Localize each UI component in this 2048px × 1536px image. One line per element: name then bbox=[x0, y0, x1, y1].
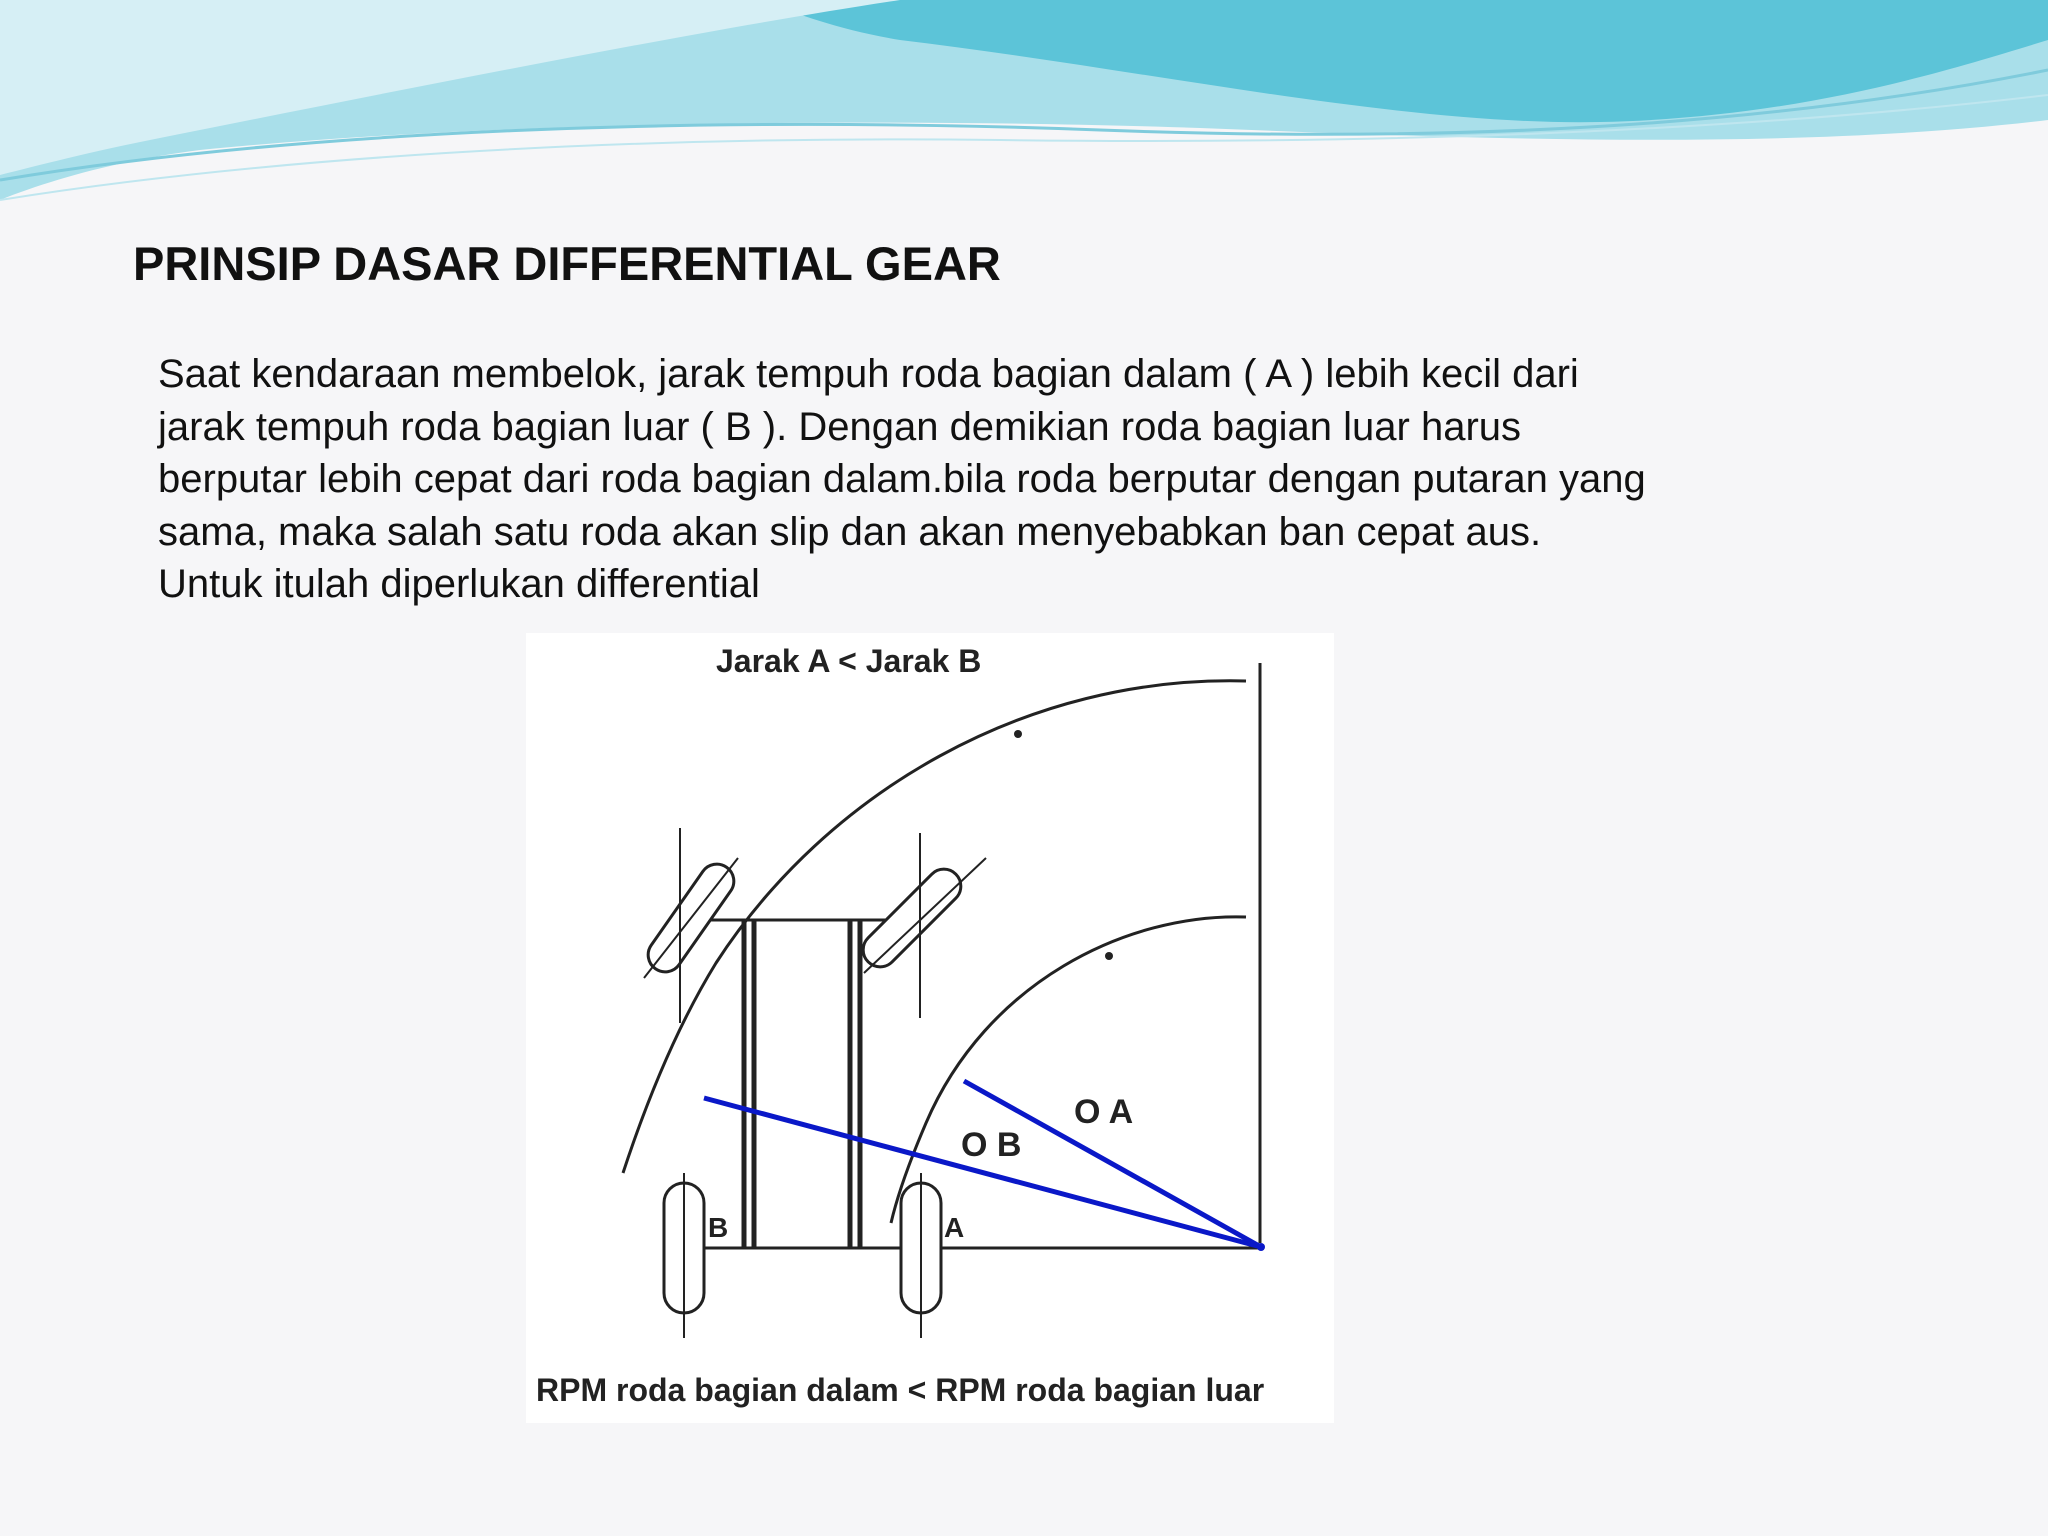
paragraph-line: Saat kendaraan membelok, jarak tempuh roda bagian dalam ( A ) lebih kecil dari bbox=[158, 352, 1579, 396]
turn-center-point bbox=[1257, 1243, 1265, 1251]
label-b: B bbox=[708, 1212, 729, 1243]
paragraph-line: berputar lebih cepat dari roda bagian dalam.bila roda berputar dengan putaran yang bbox=[158, 457, 1646, 501]
inner-arc-dot bbox=[1105, 952, 1113, 960]
differential-diagram bbox=[526, 633, 1334, 1423]
label-oa: O A bbox=[1074, 1093, 1134, 1131]
paragraph-line: Untuk itulah diperlukan differential bbox=[158, 562, 760, 606]
slide-title: PRINSIP DASAR DIFFERENTIAL GEAR bbox=[133, 237, 1001, 290]
top-label: Jarak A < Jarak B bbox=[716, 643, 982, 679]
front-wheel-a-steer bbox=[864, 858, 986, 973]
bottom-label: RPM roda bagian dalam < RPM roda bagian luar bbox=[536, 1372, 1265, 1408]
header-wave-decoration bbox=[0, 0, 2048, 240]
front-wheel-b-steer bbox=[644, 858, 738, 978]
radius-line-ob bbox=[704, 1098, 1261, 1247]
paragraph-line: sama, maka salah satu roda akan slip dan akan menyebabkan ban cepat aus. bbox=[158, 509, 1542, 554]
outer-arc-dot bbox=[1014, 730, 1022, 738]
label-a: A bbox=[944, 1212, 965, 1243]
differential-diagram-svg bbox=[526, 633, 1334, 1423]
inner-arc-path-a bbox=[891, 917, 1246, 1223]
front-wheel-a bbox=[856, 862, 968, 974]
label-ob: O B bbox=[961, 1126, 1022, 1164]
paragraph-line: jarak tempuh roda bagian luar ( B ). Dengan demikian roda bagian luar harus bbox=[158, 404, 1522, 449]
body-paragraph bbox=[158, 348, 1938, 611]
